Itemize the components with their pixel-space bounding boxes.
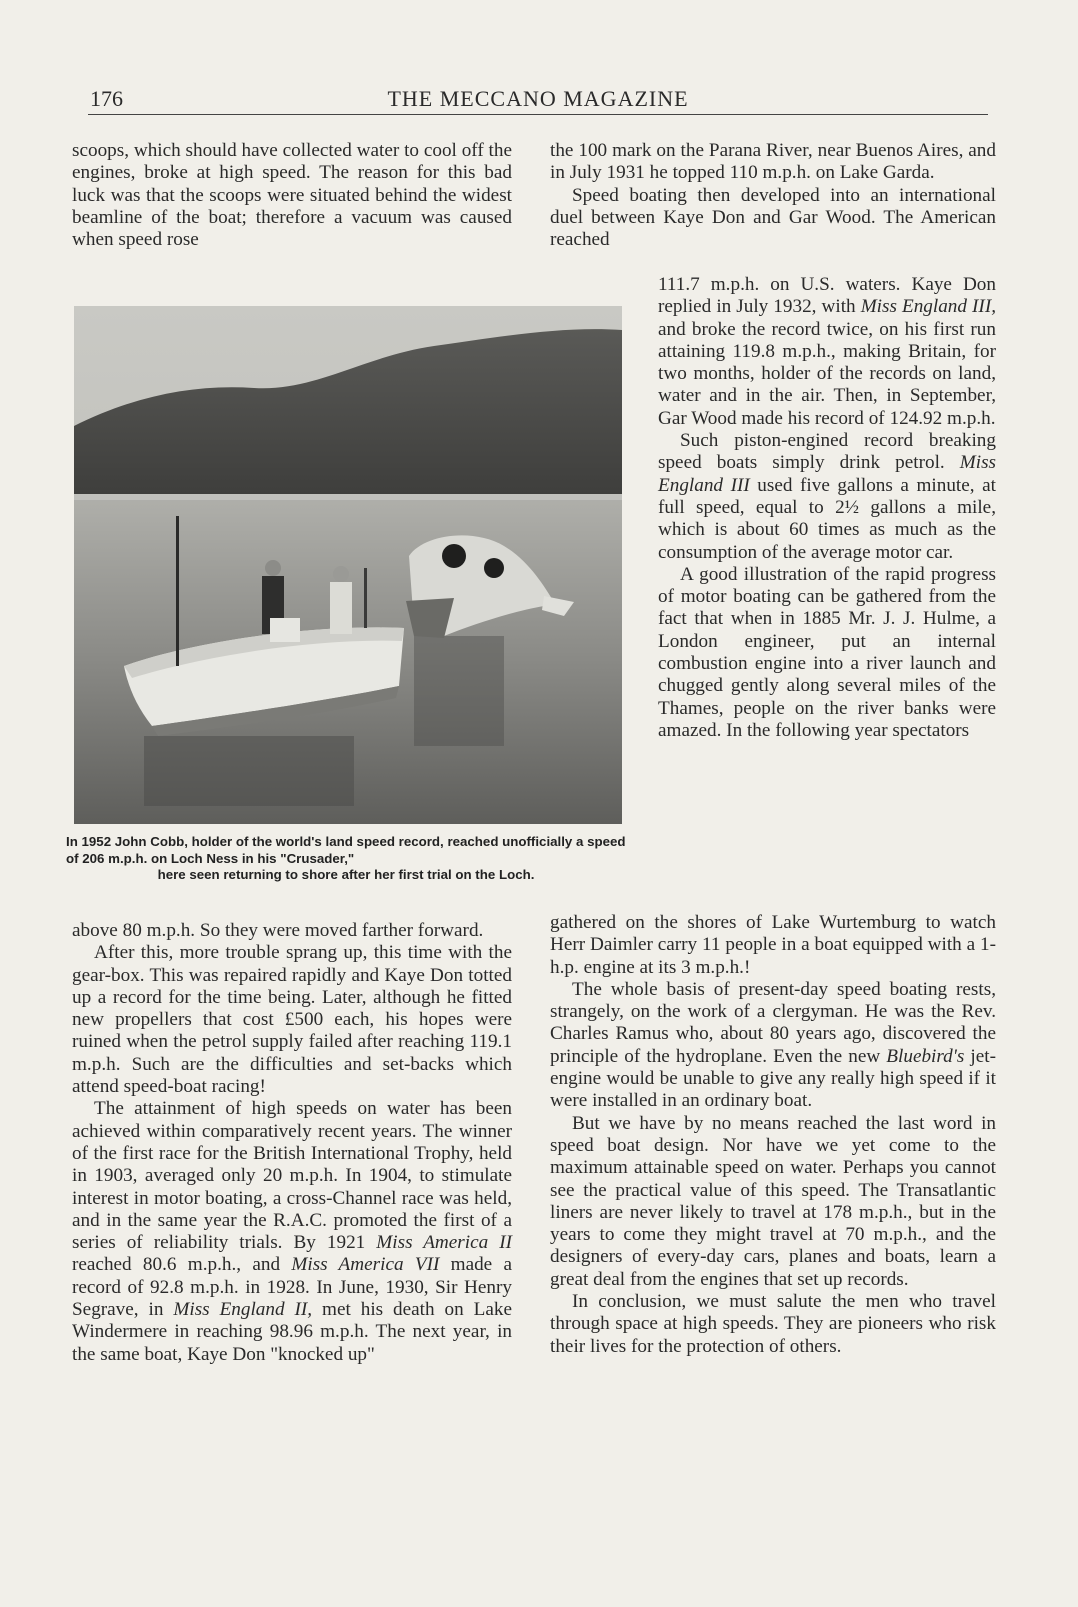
left-paragraph-4 bbox=[72, 1098, 512, 1366]
left-paragraph-3: After this, more trouble sprang up, this time with the gear-box. This was repaired rapidly and Kaye Don totted up a record for the time being. Later, although he fitted new propellers that cost £500 each, his hopes were ruined when the petrol supply failed after reaching 119.1 m.p.h. Such are the difficulties and set-backs which attend speed-boat racing! bbox=[72, 942, 512, 1098]
left-paragraph-1: scoops, which should have collected water to cool off the engines, broke at high speed. The reason for this bad luck was that the scoops were situated behind the widest beamline of the boat; therefore a vacuum was caused when speed rose bbox=[72, 140, 512, 251]
left-paragraph-2: above 80 m.p.h. So they were moved farther forward. bbox=[72, 920, 484, 941]
left-column-top bbox=[72, 140, 512, 251]
right-paragraph-5 bbox=[550, 979, 996, 1113]
text-run: and broke the record twice, on his first run attaining 119.8 m.p.h., making Britain, for two months, holder of the records on land, water and in the air. Then, in September, Gar Wood made his record of 124.92 m.p.h. bbox=[658, 318, 996, 429]
text-run: The attainment of high speeds on water has been achieved within comparatively recent years. The winner of the first race for the British International Trophy, held in 1903, averaged only 20 m.p.h. In 1904, to stimulate interest in motor boating, a cross-Channel race was held, and in the same year the R.A.C. promoted the first of a series of reliability trials. By 1921 bbox=[72, 1098, 512, 1254]
boat-name: Miss America VII bbox=[291, 1254, 440, 1276]
right-column-top bbox=[550, 140, 996, 251]
text-run: 111.7 m.p.h. on U.S. waters. Kaye Don replied in July 1932, with bbox=[658, 274, 996, 318]
right-column-narrow bbox=[658, 274, 996, 742]
right-column-bottom bbox=[550, 912, 996, 1358]
left-column-bottom bbox=[72, 920, 512, 1366]
boat-name: Miss England II, bbox=[173, 1299, 313, 1321]
text-run: made a record of 92.8 m.p.h. in 1928. In June, 1930, Sir Henry Segrave, in bbox=[72, 1254, 512, 1321]
right-paragraph-4-cont: gathered on the shores of Lake Wurtemburg to watch Herr Daimler carry 11 people in a boat equipped with a 1-h.p. engine at its 3 m.p.h.! bbox=[550, 912, 996, 978]
text-run: met his death on Lake Windermere in reaching 98.96 m.p.h. The next year, in the same boat, Kaye Don "knocked up" bbox=[72, 1299, 512, 1365]
text-run: used five gallons a minute, at full speed, equal to 2½ gallons a mile, which is about 60 times as much as the consumption of the average motor car. bbox=[658, 474, 996, 563]
right-paragraph-3 bbox=[658, 430, 996, 564]
right-paragraph-7: In conclusion, we must salute the men who travel through space at high speeds. They are pioneers who risk their lives for the protection of others. bbox=[550, 1291, 996, 1357]
magazine-title: THE MECCANO MAGAZINE bbox=[387, 86, 689, 111]
right-paragraph-1: the 100 mark on the Parana River, near Buenos Aires, and in July 1931 he topped 110 m.p.h. on Lake Garda. bbox=[550, 140, 996, 184]
caption-line-1: In 1952 John Cobb, holder of the world's land speed record, reached unofficially a speed of 206 m.p.h. on Loch Ness in his "Crusader," bbox=[66, 834, 626, 866]
caption-line-2: here seen returning to shore after her first trial on the Loch. bbox=[157, 867, 535, 882]
page-header bbox=[88, 84, 988, 115]
boat-name: Miss England III bbox=[658, 452, 996, 496]
photo-crusader-boat bbox=[74, 306, 622, 824]
right-paragraph-2: Speed boating then developed into an international duel between Kaye Don and Gar Wood. The American reached bbox=[550, 184, 996, 251]
text-run: The whole basis of present-day speed boating rests, strangely, on the work of a clergyman. He was the Rev. Charles Ramus who, about 80 years ago, discovered the principle of the hydroplane. Even the new bbox=[550, 978, 996, 1067]
boat-name: Bluebird's bbox=[886, 1045, 965, 1067]
text-run: reached 80.6 m.p.h., and bbox=[72, 1254, 292, 1276]
text-run: jet-engine would be unable to give any really high speed if it were installed in an ordinary boat. bbox=[550, 1045, 996, 1112]
boat-name: Miss England III, bbox=[860, 296, 997, 318]
boat-name: Miss America II bbox=[376, 1232, 512, 1254]
photo-illustration bbox=[74, 306, 622, 824]
right-paragraph-6: But we have by no means reached the last word in speed boat design. Nor have we yet come to the maximum attainable speed on water. Perhaps you cannot see the practical value of this speed. The Transatlantic liners are never likely to travel at 178 m.p.h., but in the years to come they might travel at 70 m.p.h., and the designers of every-day cars, planes and boats, learn a great deal from the engines that set up records. bbox=[550, 1112, 996, 1290]
photo-caption bbox=[66, 834, 626, 884]
right-paragraph-2-cont bbox=[658, 274, 996, 430]
page-number: 176 bbox=[90, 86, 123, 111]
text-run: Such piston-engined record breaking speed boats simply drink petrol. bbox=[658, 430, 996, 474]
right-paragraph-4: A good illustration of the rapid progress of motor boating can be gathered from the fact that when in 1885 Mr. J. J. Hulme, a London engineer, put an internal combustion engine into a river launch and chugged gently along several miles of the Thames, people on the river banks were amazed. In the following year spectators bbox=[658, 563, 996, 741]
